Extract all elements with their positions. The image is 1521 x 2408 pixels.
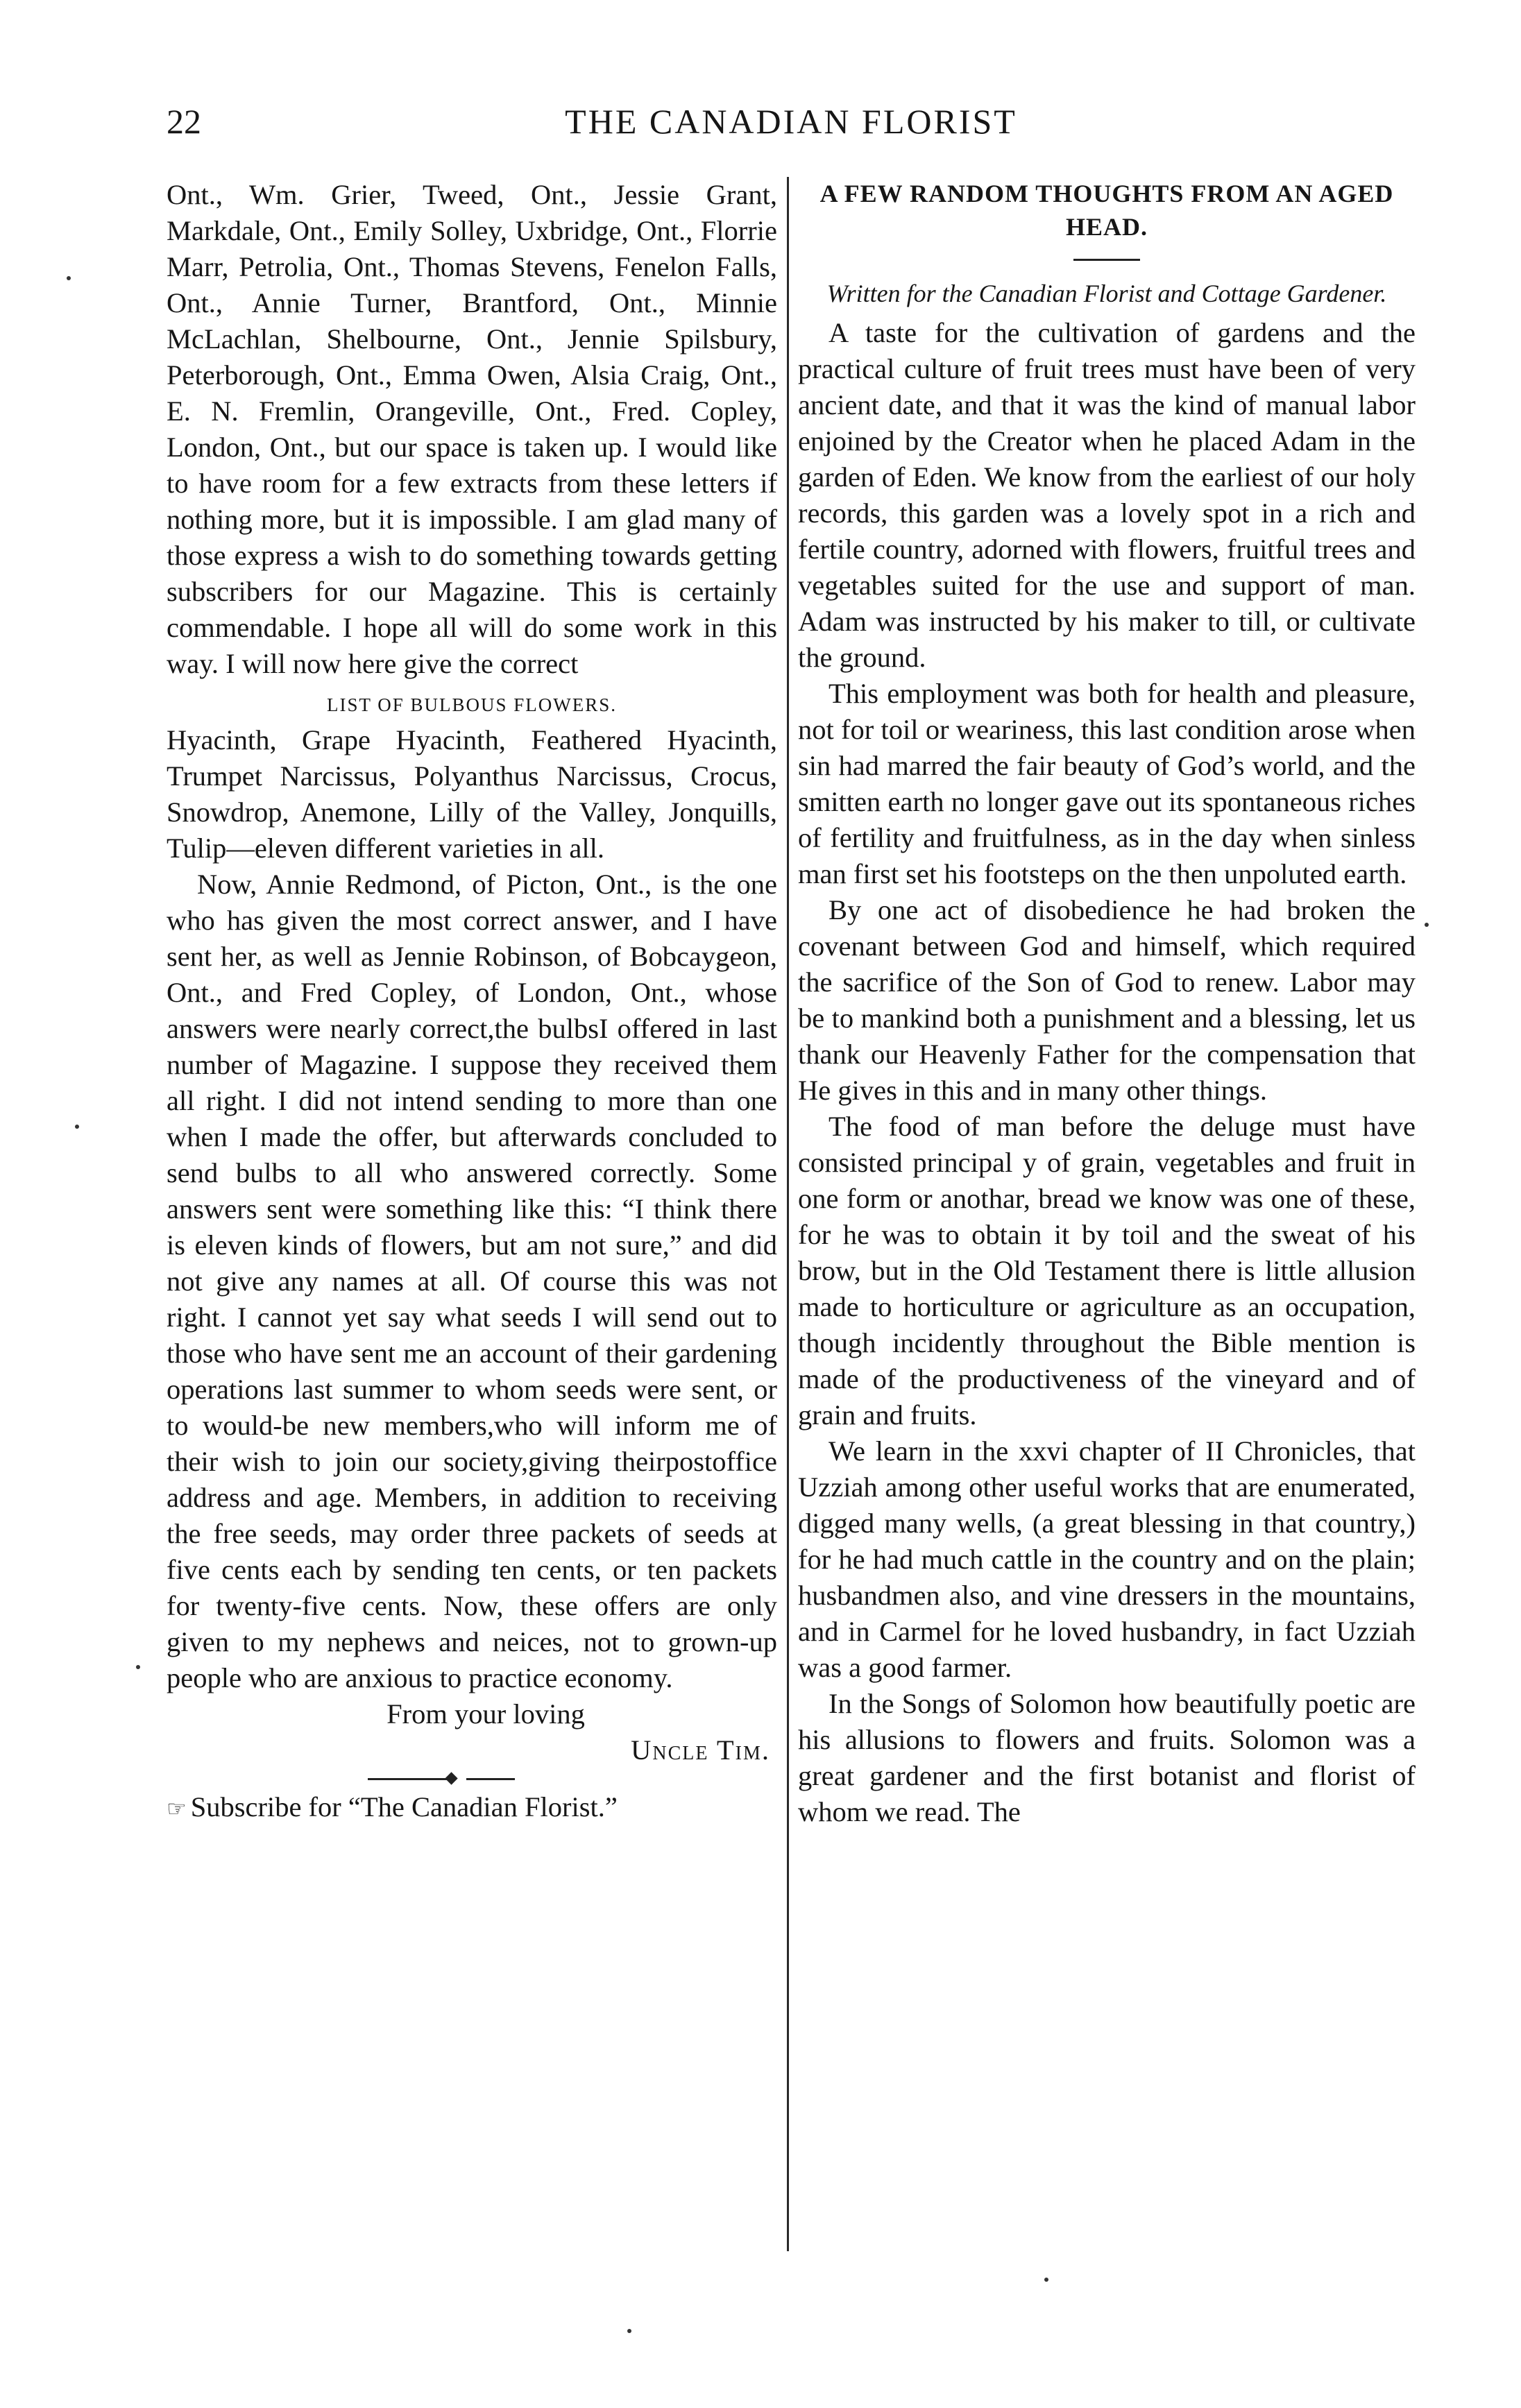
right-column: [798, 177, 1416, 1830]
article-paragraph: In the Songs of Solomon how beautifully poetic are his allusions to flowers and fruits. Solomon was a great gardener and the first botanist and florist of whom we read. The: [798, 1688, 1416, 1827]
pointing-hand-icon: ☞: [167, 1796, 187, 1821]
signoff-line: From your loving: [386, 1698, 585, 1730]
running-title: THE CANADIAN FLORIST: [565, 102, 1017, 141]
bulbous-flowers-list: Hyacinth, Grape Hyacinth, Feathered Hyacinth, Trumpet Narcissus, Polyanthus Narcissus, Crocus, Snowdrop, Anemone, Lilly of the Valley, Jonquills, Tulip—eleven different varieties in all.: [167, 724, 777, 864]
scan-speck: [75, 1125, 79, 1129]
page-number: 22: [167, 102, 201, 141]
article-paragraph: By one act of disobedience he had broken the covenant between God and himself, which required the sacrifice of the Son of God to renew. Labor may be to mankind both a punishment and a blessing, let us thank our Heavenly Father for the compensation that He gives in this and in many other things.: [798, 894, 1416, 1106]
signature: Uncle Tim.: [631, 1734, 770, 1766]
article-paragraph: A taste for the cultivation of gardens and the practical culture of fruit trees must have been of very ancient date, and that it was the kind of manual labor enjoined by the Creator when he placed Adam in the garden of Eden. We know from the earliest of our holy records, this garden was a lovely spot in a rich and fertile country, adorned with flowers, fruitful trees and vegetables suited for the use and support of man. Adam was instructed by his maker to till, or cultivate the ground.: [798, 317, 1416, 673]
article-paragraph: This employment was both for health and pleasure, not for toil or weariness, this last condition arose when sin had marred the fair beauty of God’s world, and the smitten earth no longer gave out its spontaneous riches of fertility and fruitfulness, as in the day when sinless man first set his footsteps on the then unpoluted earth.: [798, 678, 1416, 889]
divider-dash-left: [368, 1778, 451, 1780]
divider-diamond-icon: [445, 1772, 457, 1784]
scan-speck: [136, 1665, 140, 1669]
article-byline: Written for the Canadian Florist and Cottage Gardener.: [826, 280, 1387, 307]
article-paragraph: We learn in the xxvi chapter of II Chronicles, that Uzziah among other useful works that are enumerated, digged many wells, (a great blessing in that country,) for he had much cattle in the country and on the plain; husbandmen also, and vine dressers in the mountains, and in Carmel for he loved husbandry, in fact Uzziah was a good farmer.: [798, 1435, 1416, 1683]
ornamental-divider: [167, 1768, 777, 1789]
subscribe-notice: [167, 1789, 777, 1827]
left-column: [167, 177, 777, 1827]
scan-speck: [1425, 923, 1429, 927]
scan-speck: [627, 2329, 631, 2333]
divider-dash-right: [466, 1778, 515, 1780]
letter-continuation: Ont., Wm. Grier, Tweed, Ont., Jessie Grant, Markdale, Ont., Emily Solley, Uxbridge, Ont., Florrie Marr, Petrolia, Ont., Thomas Stevens, Fenelon Falls, Ont., Annie Turner, Brantford, Ont., Minnie McLachlan, Shelbourne, Ont., Jennie Spilsbury, Peterborough, Ont., Emma Owen, Alsia Craig, Ont., E. N. Fremlin, Orangeville, Ont., Fred. Copley, London, Ont., but our space is taken up. I would like to have room for a few extracts from these letters if nothing more, but it is impossible. I am glad many of those express a wish to do something towards getting subscribers for our Magazine. This is certainly commendable. I hope all will do some work in this way. I will now here give the correct: [167, 179, 777, 679]
subscribe-text: Subscribe for “The Canadian Florist.”: [190, 1791, 618, 1822]
list-heading: LIST OF BULBOUS FLOWERS.: [326, 694, 618, 715]
scan-speck: [67, 276, 71, 280]
winners-paragraph: Now, Annie Redmond, of Picton, Ont., is the one who has given the most correct answer, and I have sent her, as well as Jennie Robinson, of Bobcaygeon, Ont., and Fred Copley, of London, Ont., whose answers were nearly correct,the bulbsI offered in last number of Magazine. I suppose they received them all right. I did not intend sending to more than one when I made the offer, but afterwards concluded to send bulbs to all who answered correctly. Some answers sent were something like this: “I think there is eleven kinds of flowers, but am not sure,” and did not give any names at all. Of course this was not right. I cannot yet say what seeds I will send out to those who have sent me an account of their gardening operations last summer to whom seeds were sent, or to would-be new members,who will inform me of their wish to join our society,giving theirpostoffice address and age. Members, in addition to receiving the free seeds, may order three packets of seeds at five cents each by sending ten cents, or ten packets for twenty-five cents. Now, these offers are only given to my nephews and neices, not to grown-up people who are anxious to practice economy.: [167, 869, 777, 1693]
scan-speck: [1044, 2278, 1048, 2282]
article-paragraph: The food of man before the deluge must have consisted principal y of grain, vegetables and fruit in one form or anothar, bread we know was one of these, for he was to obtain it by toil and the sweat of his brow, but in the Old Testament there is little allusion made to horticulture or agriculture as an occupation, though incidently throughout the Bible mention is made of the productiveness of the vineyard and of grain and fruits.: [798, 1111, 1416, 1431]
article-title: A FEW RANDOM THOUGHTS FROM AN AGED HEAD.: [819, 180, 1394, 241]
title-rule: [1073, 259, 1140, 261]
column-rule: [787, 177, 789, 2251]
page-header: [167, 97, 1416, 160]
